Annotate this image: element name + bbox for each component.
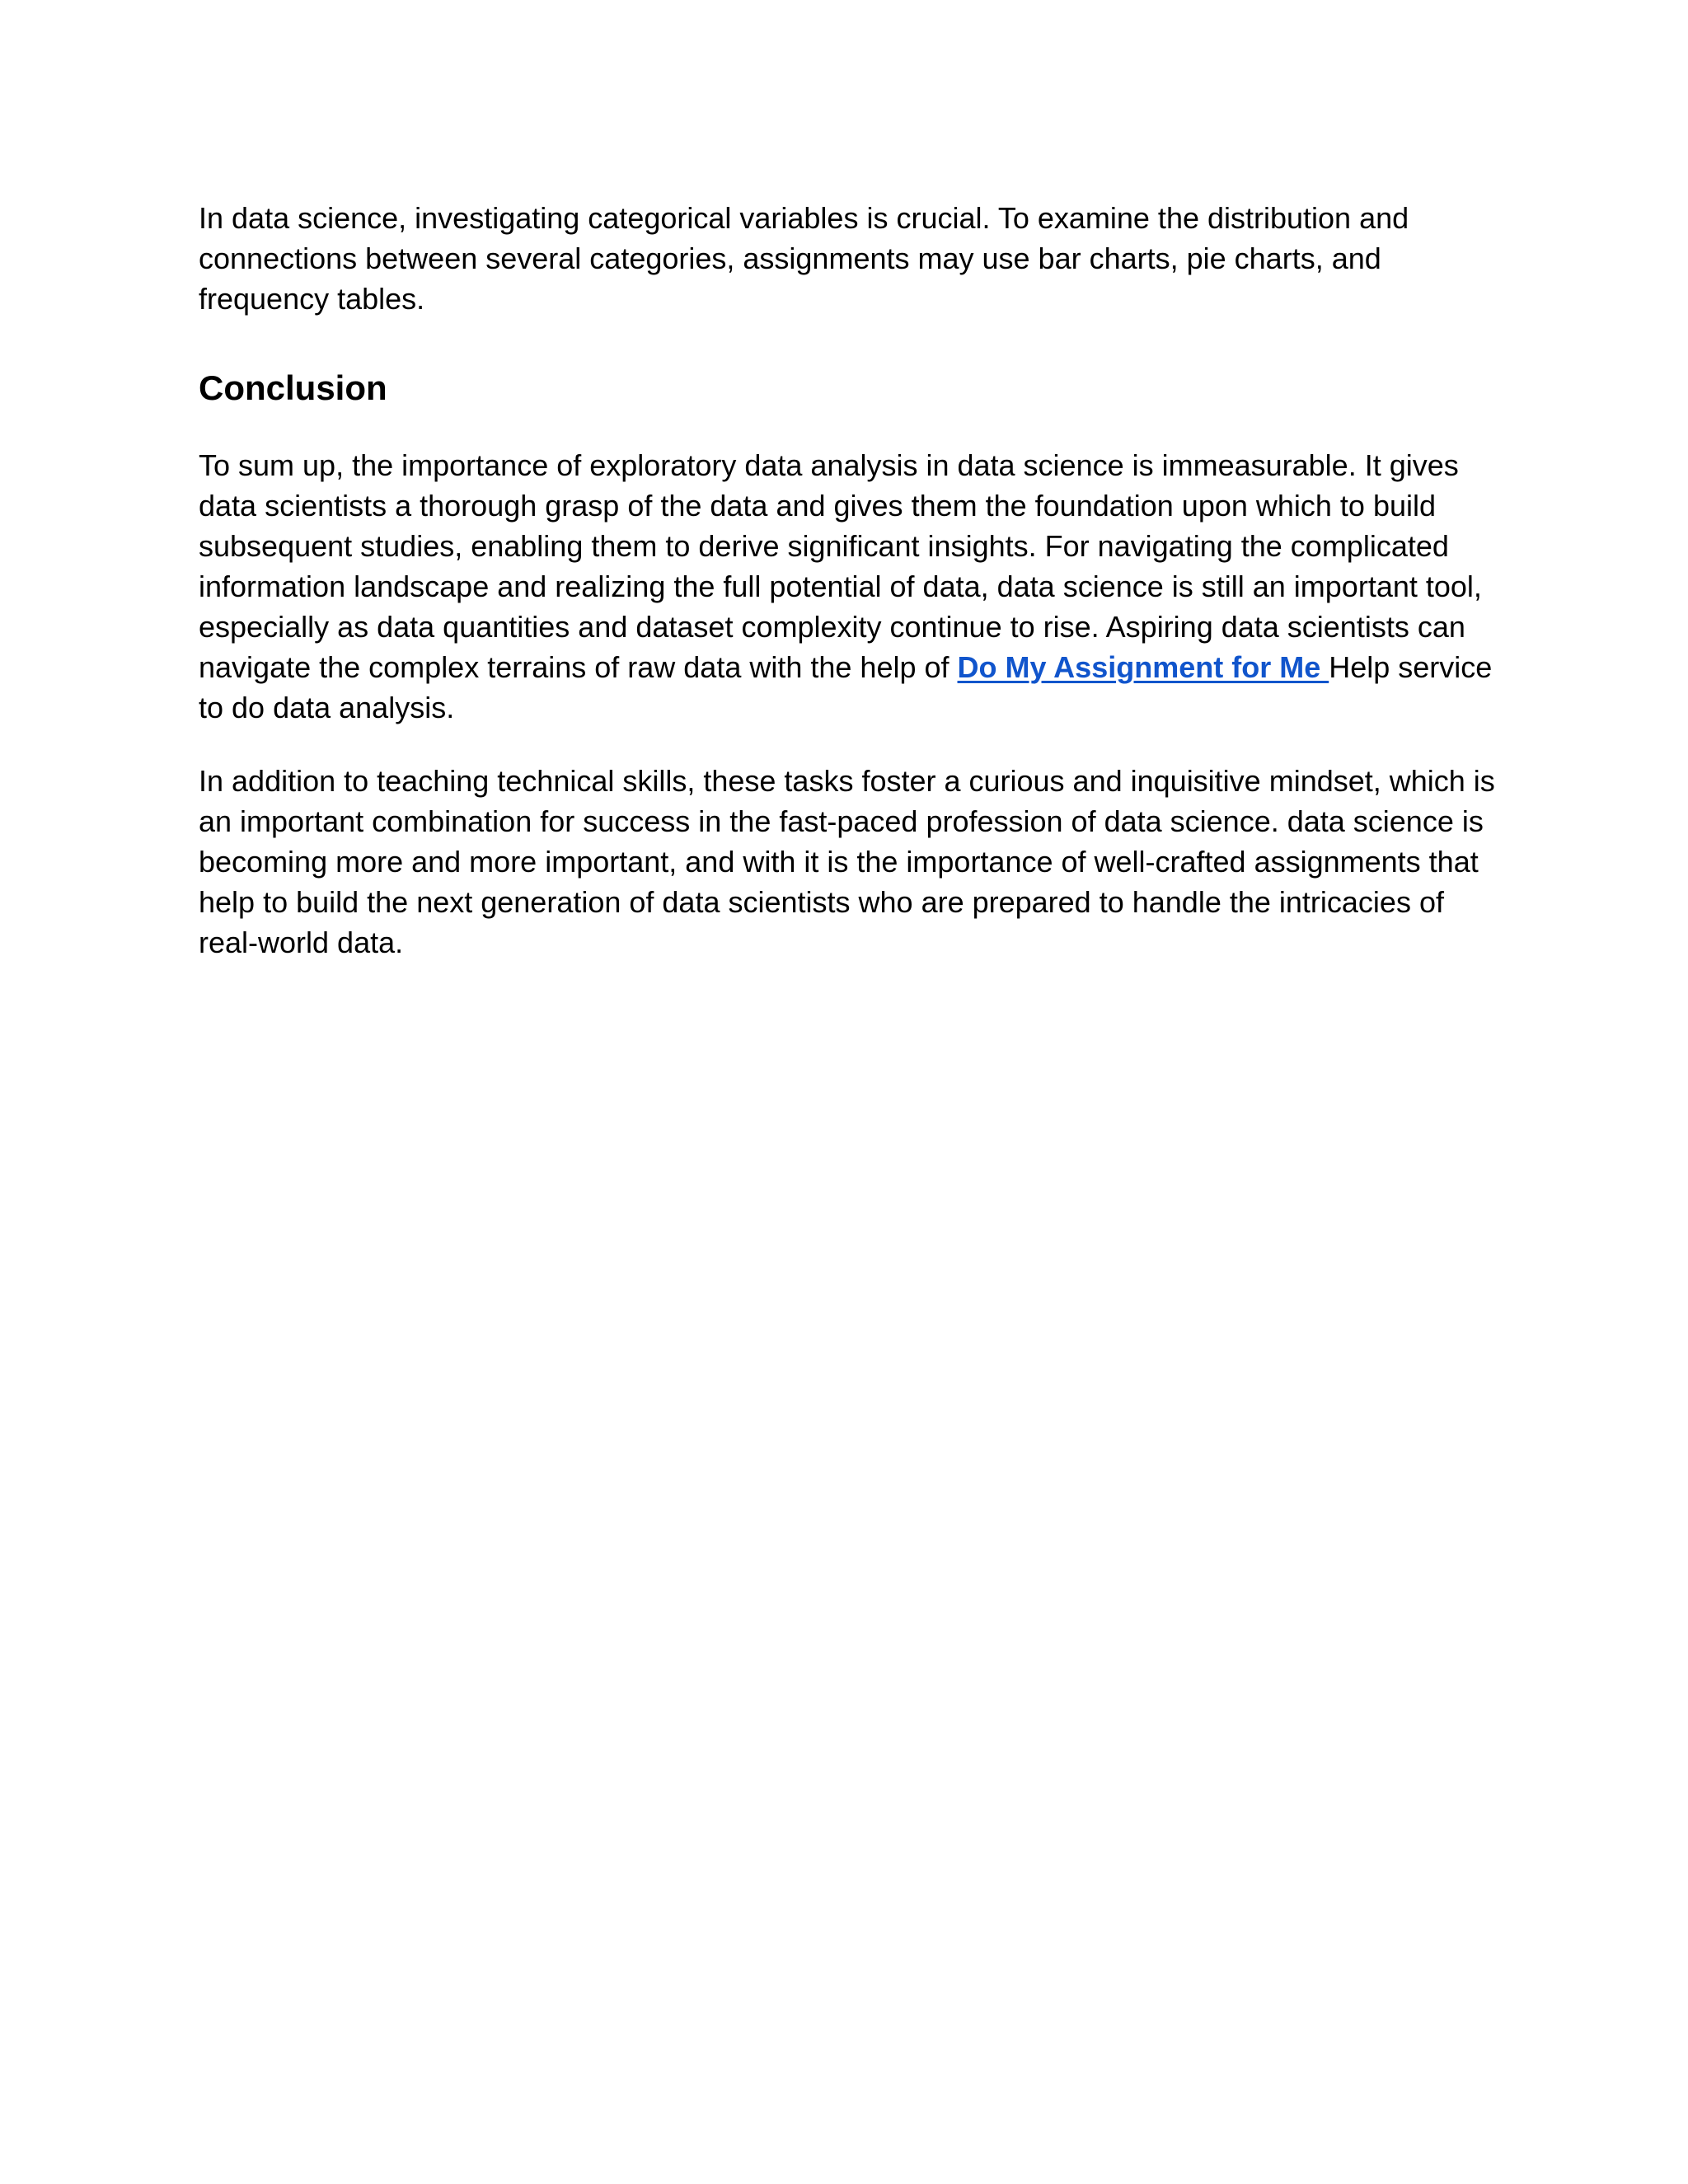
conclusion-text-before-link: To sum up, the importance of exploratory data analysis in data science is immeasurable. It gives data scientists a thorough grasp of the data and gives them the foundation upon which to build subsequent studies, enabling them to derive significant insights. For navigating the complicated information landscape and realizing the full potential of data, data science is still an important tool, especially as data quantities and dataset complexity continue to rise. Aspiring data scientists can navigate the complex terrains of raw data with the help of [199,448,1482,684]
section-heading-conclusion: Conclusion [199,368,387,407]
conclusion-text-after-link: Help service to do data analysis. [199,650,1493,724]
document-page [199,198,1501,959]
intro-paragraph: In data science, investigating categorical variables is crucial. To examine the distribution and connections between several categories, assignments may use bar charts, pie charts, and frequency tables. [199,201,1409,316]
do-my-assignment-link[interactable]: Do My Assignment for Me [957,650,1329,684]
final-paragraph: In addition to teaching technical skills, these tasks foster a curious and inquisitive mindset, which is an important combination for success in the fast-paced profession of data science. data science is becoming more and more important, and with it is the importance of well-crafted assignments that help to build the next generation of data scientists who are prepared to handle the intricacies of real-world data. [199,764,1495,959]
conclusion-paragraph [199,445,1501,728]
